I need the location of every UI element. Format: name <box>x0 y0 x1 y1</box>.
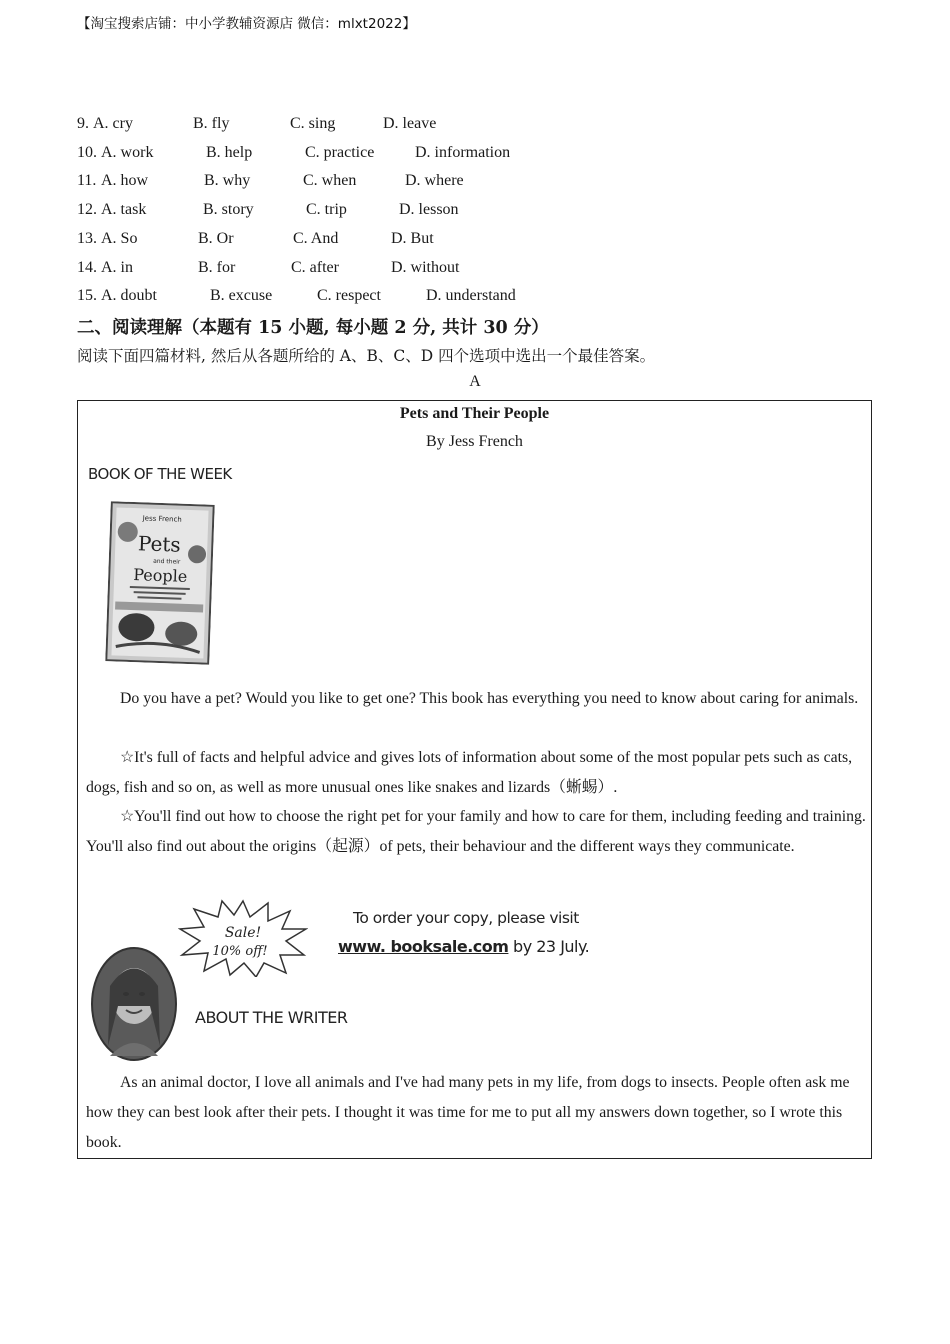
option-b: B. help <box>206 144 253 161</box>
option-c: C. when <box>303 172 357 189</box>
book-cover-image <box>105 501 215 665</box>
option-c: C. respect <box>317 287 381 304</box>
about-the-writer-label: ABOUT THE WRITER <box>195 1008 348 1027</box>
book-author: By Jess French <box>426 433 523 450</box>
cover-title-pets: Pets <box>137 531 182 557</box>
option-b: B. excuse <box>210 287 273 304</box>
option-c: C. sing <box>290 115 336 132</box>
option-a: A. So <box>101 230 138 247</box>
order-url: www. booksale.com <box>338 937 509 956</box>
option-b: B. why <box>204 172 251 189</box>
page-header: 【淘宝搜索店铺：中小学教辅资源店 微信：mlxt2022】 <box>77 16 416 32</box>
option-d: D. understand <box>426 287 516 304</box>
option-a: A. doubt <box>101 287 157 304</box>
sale-text: Sale! <box>224 925 262 941</box>
book-title: Pets and Their People <box>399 405 550 422</box>
option-c: C. And <box>293 230 339 247</box>
option-d: D. information <box>415 144 511 161</box>
option-a: A. work <box>101 144 154 161</box>
option-a: A. how <box>101 172 149 189</box>
paragraph-4: As an animal doctor, I love all animals and I've had many pets in my life, from dogs to insects. People often ask me how they can best look after their pets. I thought it was time for me to put all my answers down together, so I wrote this book. <box>86 1074 850 1151</box>
option-a: A. in <box>101 259 133 276</box>
option-a: A. task <box>101 201 147 218</box>
cover-title-people: People <box>132 565 188 586</box>
option-b: B. story <box>203 201 254 218</box>
book-of-the-week-label: BOOK OF THE WEEK <box>88 465 232 483</box>
passage-letter: A <box>469 373 481 390</box>
cover-author: Jess French <box>142 514 182 524</box>
option-d: D. But <box>391 230 434 247</box>
section-instruction: 阅读下面四篇材料, 然后从各题所给的 A、B、C、D 四个选项中选出一个最佳答案。 <box>77 347 656 365</box>
option-b: B. fly <box>193 115 230 132</box>
order-date: by 23 July. <box>513 937 590 956</box>
option-d: D. without <box>391 259 460 276</box>
order-instruction: To order your copy, please visit <box>353 909 579 927</box>
discount-text: 10% off! <box>212 944 268 959</box>
paragraph-3: ☆You'll find out how to choose the right pet for your family and how to care for them, including feeding and training. You'll also find out about the origins（起源）of pets, their behaviour and the different ways they communicate. <box>86 808 866 855</box>
option-d: D. leave <box>383 115 437 132</box>
section-title: 二、阅读理解（本题有 15 小题, 每小题 2 分, 共计 30 分） <box>77 318 549 338</box>
cover-title-and: and their <box>153 557 181 566</box>
order-info <box>338 937 589 956</box>
question-number: 10. <box>77 144 97 161</box>
passage-box <box>77 400 872 1159</box>
question-number: 15. <box>77 287 97 304</box>
paragraph-2: ☆It's full of facts and helpful advice and gives lots of information about some of the most popular pets such as cats, dogs, fish and so on, as well as more unusual ones like snakes and lizards（蜥蜴）. <box>86 749 853 796</box>
question-number: 12. <box>77 201 97 218</box>
option-c: C. trip <box>306 201 347 218</box>
question-number: 11. <box>77 172 97 189</box>
question-number: 14. <box>77 259 97 276</box>
sale-starburst <box>178 899 308 977</box>
option-a: A. cry <box>93 115 133 132</box>
question-number: 9. <box>77 115 89 132</box>
option-b: B. Or <box>198 230 234 247</box>
writer-photo <box>90 946 178 1062</box>
option-c: C. practice <box>305 144 375 161</box>
question-number: 13. <box>77 230 97 247</box>
option-b: B. for <box>198 259 236 276</box>
option-c: C. after <box>291 259 339 276</box>
paragraph-1: Do you have a pet? Would you like to get one? This book has everything you need to know about caring for animals. <box>120 690 859 707</box>
option-d: D. lesson <box>399 201 459 218</box>
option-d: D. where <box>405 172 464 189</box>
